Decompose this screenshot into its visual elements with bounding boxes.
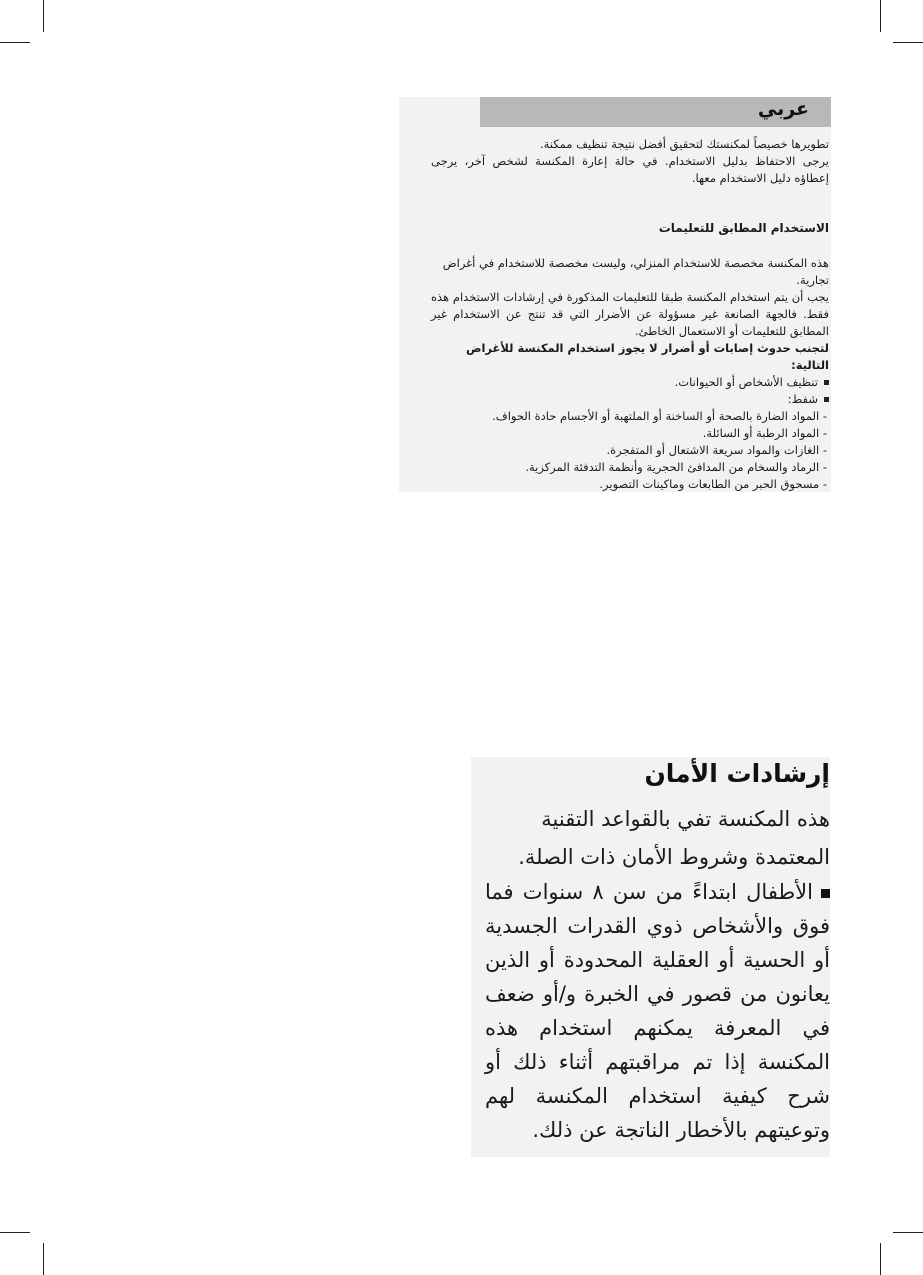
- intro-line-2: يرجى الاحتفاظ بدليل الاستخدام. في حالة إعارة المكنسة لشخص آخر، يرجى إعطاؤه دليل الاستخدام معها.: [431, 154, 829, 185]
- crop-mark-bottom-left-h: [0, 1232, 30, 1233]
- safety-intro: هذه المكنسة تفي بالقواعد التقنية المعتمدة وشروط الأمان ذات الصلة.: [518, 807, 830, 869]
- crop-mark-bottom-right-v: [880, 1243, 881, 1275]
- bullet-square-icon: [821, 889, 830, 898]
- safety-text-block: [471, 757, 830, 1157]
- bullet-square-icon: [824, 397, 829, 402]
- proper-use-heading: الاستخدام المطابق للتعليمات: [658, 221, 829, 235]
- crop-mark-top-right-v: [880, 0, 881, 32]
- sub-list-item: - المواد الرطبة أو السائلة.: [702, 426, 827, 440]
- sub-list-item: - الرماد والسخام من المدافئ الحجرية وأنظمة التدفئة المركزية.: [525, 460, 827, 474]
- safety-bullet-text: الأطفال ابتداءً من سن ٨ سنوات فما فوق والأشخاص ذوي القدرات الجسدية أو الحسية أو العقلية المحدودة أو الذين يعانون من قصور في الخبرة و/أو ضعف في المعرفة يمكنهم استخدام هذه المكنسة إذا تم مراقبتهم أثناء ذلك أو شرح كيفية استخدام المكنسة لهم وتوعيتهم بالأخطار الناتجة عن ذلك.: [485, 880, 830, 1142]
- sub-list-item: - المواد الضارة بالصحة أو الساخنة أو الملتهبة أو الأجسام حادة الحواف.: [492, 409, 827, 423]
- crop-mark-top-left-v: [43, 0, 44, 32]
- safety-heading: إرشادات الأمان: [644, 759, 830, 788]
- intro-paragraph: [431, 136, 829, 187]
- language-header-bar: [480, 97, 831, 127]
- proper-use-p1: هذه المكنسة مخصصة للاستخدام المنزلي، وليست مخصصة للاستخدام في أغراض تجارية.: [442, 256, 829, 287]
- bullet-square-icon: [824, 380, 829, 385]
- upper-text-block: [399, 97, 831, 492]
- language-label: عربي: [757, 98, 809, 120]
- intro-line-1: تطويرها خصيصاً لمكنستك لتحقيق أفضل نتيجة تنظيف ممكنة.: [539, 137, 829, 151]
- proper-use-warning: لتجنب حدوث إصابات أو أضرار لا يجوز استخدام المكنسة للأغراض التالية:: [465, 341, 829, 372]
- crop-mark-bottom-right-h: [893, 1232, 923, 1233]
- proper-use-p2: يجب أن يتم استخدام المكنسة طبقا للتعليمات المذكورة في إرشادات الاستخدام هذه فقط. فالجهة الصانعة غير مسؤولة عن الأضرار التي قد تنتج عن الاستخدام غير المطابق للتعليمات أو الاستعمال الخاطئ.: [431, 290, 829, 338]
- crop-mark-top-right-h: [893, 42, 923, 43]
- proper-use-body: [431, 255, 829, 493]
- sub-list-item: - مسحوق الحبر من الطابعات وماكينات التصوير.: [599, 477, 827, 491]
- crop-mark-bottom-left-v: [43, 1243, 44, 1275]
- safety-bullet: [485, 875, 830, 1147]
- list-item: تنظيف الأشخاص أو الحيوانات.: [431, 374, 829, 391]
- crop-mark-top-left-h: [0, 42, 30, 43]
- sub-list-item: - الغازات والمواد سريعة الاشتعال أو المتفجرة.: [606, 443, 827, 457]
- list-item: شفط:: [431, 391, 829, 408]
